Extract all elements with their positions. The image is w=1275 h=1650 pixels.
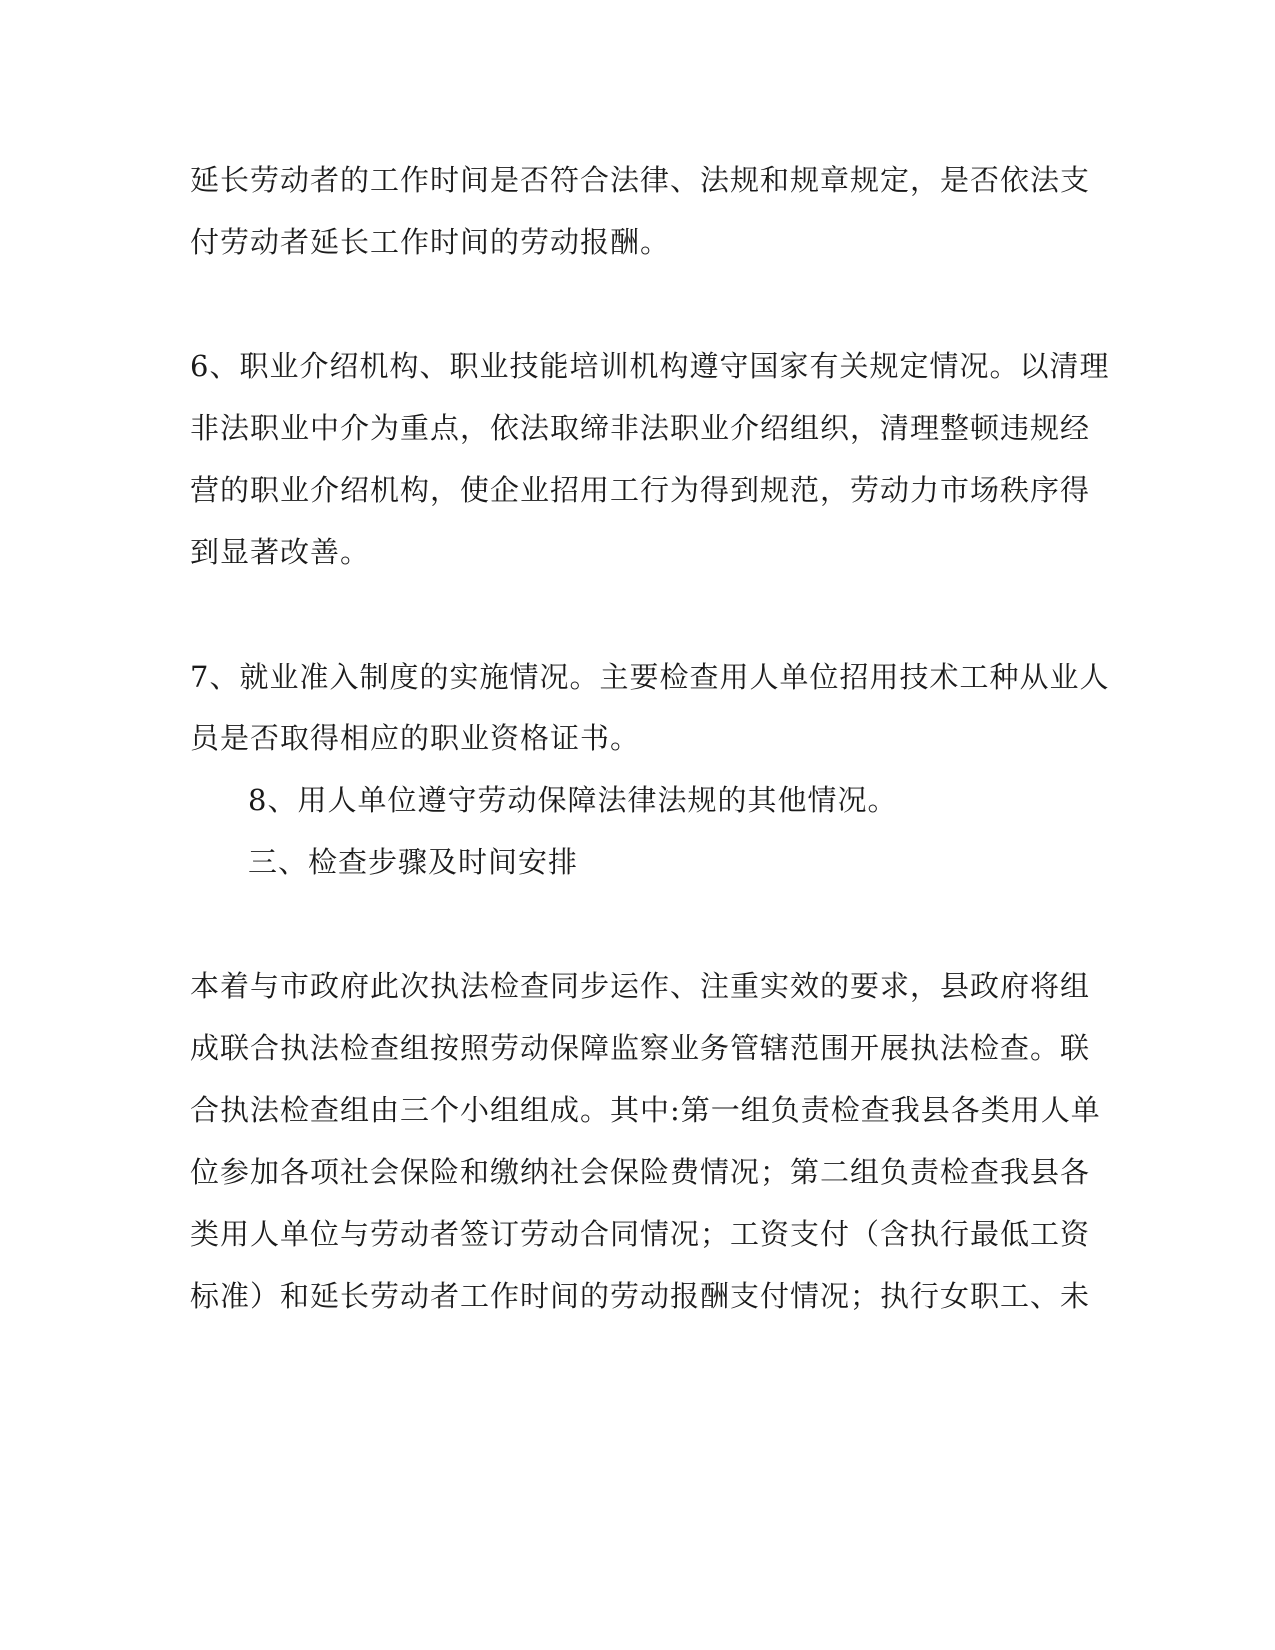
section-3-heading: 三、检查步骤及时间安排	[248, 845, 579, 879]
para6-line-1: 6、职业介绍机构、职业技能培训机构遵守国家有关规定情况。以清理	[190, 349, 1110, 383]
final-para-line-4: 位参加各项社会保险和缴纳社会保险费情况；第二组负责检查我县各	[190, 1155, 1091, 1189]
para6-line-2: 非法职业中介为重点，依法取缔非法职业介绍组织，清理整顿违规经	[190, 411, 1091, 445]
final-para-line-6: 标准）和延长劳动者工作时间的劳动报酬支付情况；执行女职工、未	[190, 1279, 1091, 1313]
para1-line-1: 延长劳动者的工作时间是否符合法律、法规和规章规定，是否依法支	[190, 163, 1091, 197]
final-para-line-3: 合执法检查组由三个小组组成。其中:第一组负责检查我县各类用人单	[190, 1093, 1101, 1127]
final-para-line-1: 本着与市政府此次执法检查同步运作、注重实效的要求，县政府将组	[190, 969, 1091, 1003]
item-8: 8、用人单位遵守劳动保障法律法规的其他情况。	[248, 783, 898, 817]
para6-line-3: 营的职业介绍机构，使企业招用工行为得到规范，劳动力市场秩序得	[190, 473, 1091, 507]
final-para-line-2: 成联合执法检查组按照劳动保障监察业务管辖范围开展执法检查。联	[190, 1031, 1091, 1065]
final-para-line-5: 类用人单位与劳动者签订劳动合同情况；工资支付（含执行最低工资	[190, 1217, 1091, 1251]
para6-line-4: 到显著改善。	[190, 535, 371, 569]
para1-line-2: 付劳动者延长工作时间的劳动报酬。	[190, 225, 671, 259]
para7-line-2: 员是否取得相应的职业资格证书。	[190, 721, 641, 755]
para7-line-1: 7、就业准入制度的实施情况。主要检查用人单位招用技术工种从业人	[190, 660, 1110, 694]
